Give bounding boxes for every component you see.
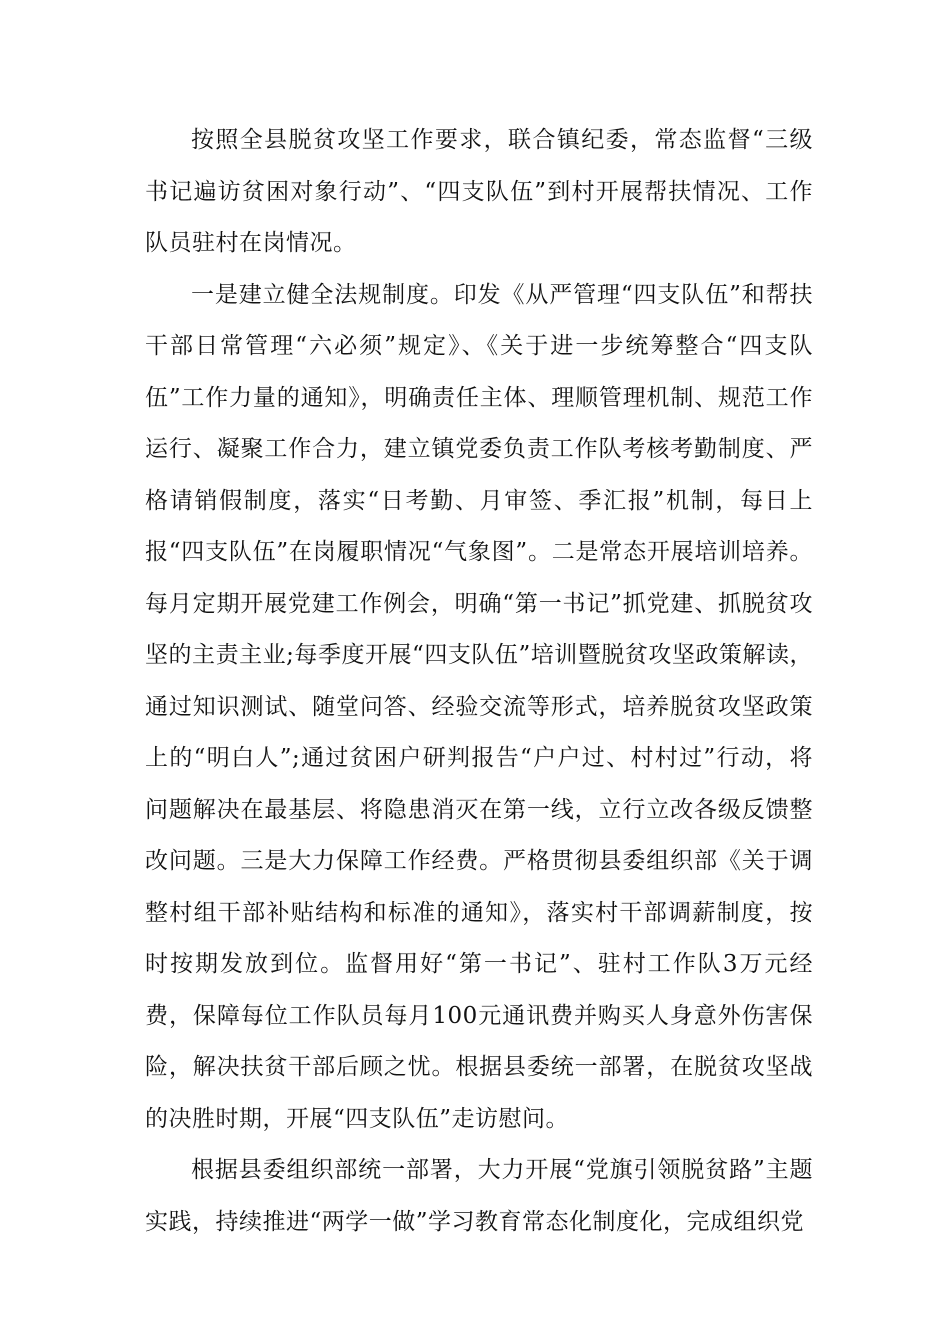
paragraph-3: 根据县委组织部统一部署，大力开展“党旗引领脱贫路”主题实践，持续推进“两学一做”学习教育常态化制度化，完成组织党 xyxy=(145,1157,813,1235)
document-body xyxy=(145,115,813,1248)
paragraph-2: 一是建立健全法规制度。印发《从严管理“四支队伍”和帮扶干部日常管理“六必须”规定》、《关于进一步统筹整合“四支队伍”工作力量的通知》，明确责任主体、理顺管理机制、规范工作运行、凝聚工作合力，建立镇党委负责工作队考核考勤制度、严格请销假制度，落实“日考勤、月审签、季汇报”机制，每日上报“四支队伍”在岗履职情况“气象图”。二是常态开展培训培养。每月定期开展党建工作例会，明确“第一书记”抓党建、抓脱贫攻坚的主责主业;每季度开展“四支队伍”培训暨脱贫攻坚政策解读，通过知识测试、随堂问答、经验交流等形式，培养脱贫攻坚政策上的“明白人”;通过贫困户研判报告“户户过、村村过”行动，将问题解决在最基层、将隐患消灭在第一线，立行立改各级反馈整改问题。三是大力保障工作经费。严格贯彻县委组织部《关于调整村组干部补贴结构和标准的通知》，落实村干部调薪制度，按时按期发放到位。监督用好“第一书记”、驻村工作队3万元经费，保障每位工作队员每月100元通讯费并购买人身意外伤害保险，解决扶贫干部后顾之忧。根据县委统一部署，在脱贫攻坚战的决胜时期，开展“四支队伍”走访慰问。 xyxy=(145,281,813,1132)
paragraph-1: 按照全县脱贫攻坚工作要求，联合镇纪委，常态监督“三级书记遍访贫困对象行动”、“四支队伍”到村开展帮扶情况、工作队员驻村在岗情况。 xyxy=(145,127,813,256)
